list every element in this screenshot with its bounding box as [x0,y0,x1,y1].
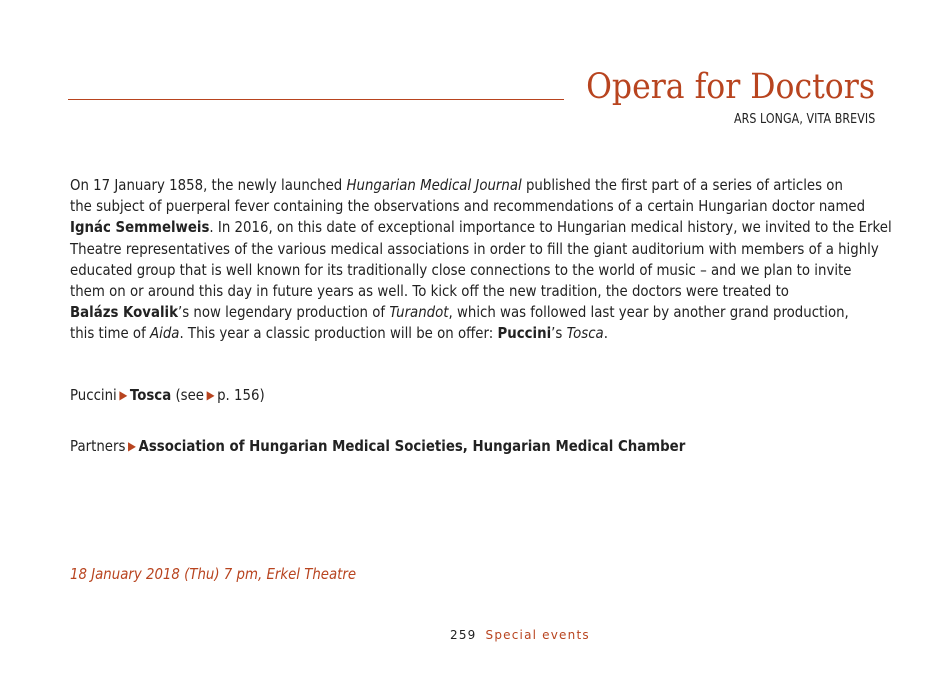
work-reference [70,386,827,404]
body-line-5: educated group that is well known for its traditionally close connections to the world of music – and we plan to invite [70,260,852,279]
right-triangle-icon: ▶ [206,388,215,402]
event-date: 18 January 2018 (Thu) 7 pm, Erkel Theatre [70,565,357,583]
page-title: Opera for Doctors [586,67,875,107]
tosca-title: Tosca [566,324,604,343]
puccini-name: Puccini [497,324,552,343]
body-line-3: Ignác Semmelweis. In 2016, on this date of exceptional importance to Hungarian medical history, we invited to the Erkel [70,218,892,237]
page-reference: p. 156) [217,386,265,404]
aida-title: Aida [150,324,180,343]
right-triangle-icon: ▶ [127,439,136,453]
section-name: Special events [485,628,590,642]
page-subtitle: ARS LONGA, VITA BREVIS [733,112,875,127]
body-paragraph [70,175,892,345]
page-footer [450,628,590,642]
work-title: Tosca [129,386,172,404]
partners-names: Association of Hungarian Medical Societies, Hungarian Medical Chamber [138,437,686,455]
body-line-1: On 17 January 1858, the newly launched Hungarian Medical Journal published the first part of a series of articles on [70,176,843,194]
title-rule [68,99,564,100]
body-line-8: this time of Aida. This year a classic production will be on offer: Puccini’s Tosca. [70,324,608,343]
body-line-7: Balázs Kovalik’s now legendary production of Turandot, which was followed last year by another grand production, [70,303,849,322]
partners-line [70,437,827,455]
semmelweis-name: Ignác Semmelweis [70,218,210,237]
right-triangle-icon: ▶ [119,388,128,402]
journal-name: Hungarian Medical Journal [346,176,522,194]
see-label: (see [175,386,204,404]
body-line-4: Theatre representatives of the various medical associations in order to fill the giant auditorium with members of a highly [70,239,879,258]
body-line-2: the subject of puerperal fever containing the observations and recommendations of a certain Hungarian doctor named [70,197,866,216]
kovalik-name: Balázs Kovalik [70,303,178,322]
turandot-title: Turandot [389,303,449,322]
page-number: 259 [450,628,477,642]
body-line-6: them on or around this day in future years as well. To kick off the new tradition, the doctors were treated to [70,282,789,301]
composer-name: Puccini [70,386,117,404]
partners-label: Partners [70,437,126,455]
